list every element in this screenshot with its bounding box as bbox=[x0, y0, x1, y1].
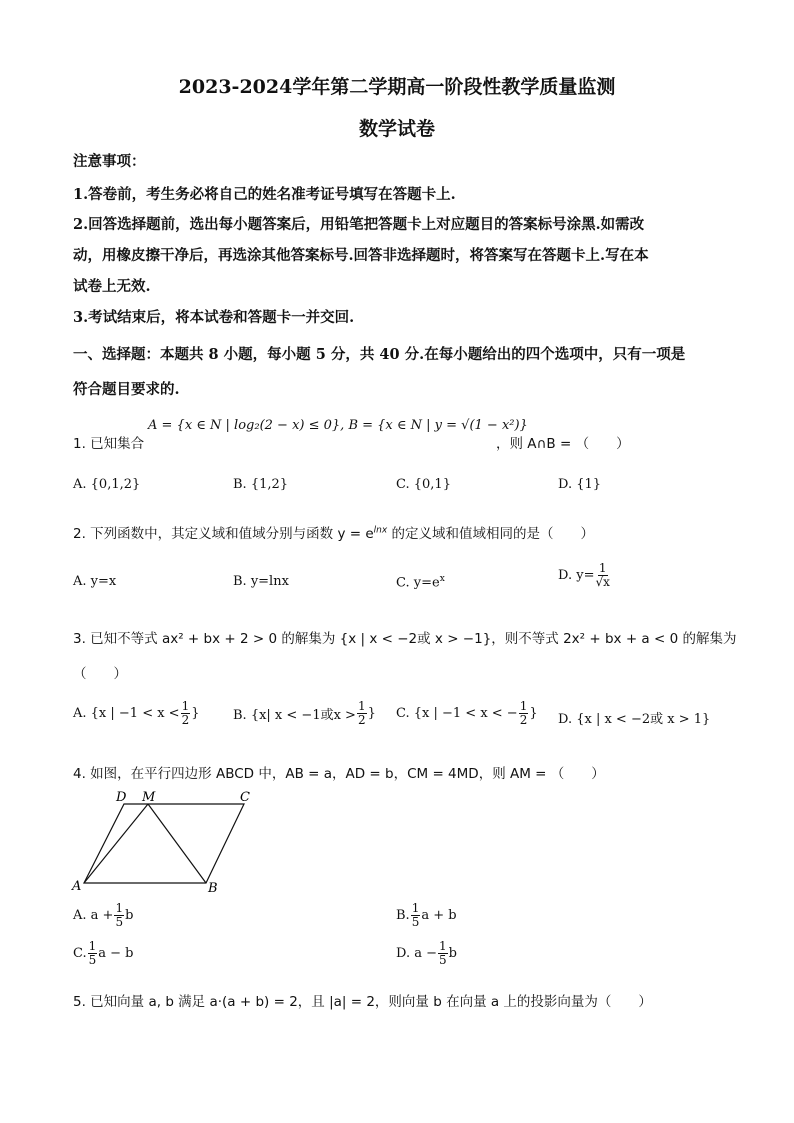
q4-text: 4. 如图，在平行四边形 ABCD 中，AB = a，AD = b，CM = 4MD，则 AM = （ ） bbox=[73, 766, 605, 782]
frac-numerator: 1 bbox=[519, 699, 528, 713]
frac-denominator: 2 bbox=[181, 713, 190, 727]
section-header-line-2: 符合题目要求的. bbox=[73, 381, 180, 398]
frac-denominator: 2 bbox=[357, 713, 366, 727]
frac-numerator: 1 bbox=[598, 561, 607, 575]
q4-option-c-fraction bbox=[88, 940, 98, 967]
frac-numerator: 1 bbox=[439, 939, 447, 953]
section-header-line-1: 一、选择题：本题共 8 小题，每小题 5 分，共 40 分.在每小题给出的四个选项中，只有一项是 bbox=[73, 346, 686, 363]
q3-option-c-fraction bbox=[519, 700, 529, 727]
frac-numerator: 1 bbox=[115, 901, 124, 915]
q4-option-a-pre: A. a + bbox=[73, 908, 114, 923]
q4-option-a[interactable] bbox=[73, 902, 133, 929]
frac-denominator: 5 bbox=[115, 915, 124, 929]
q3-option-a-post: } bbox=[191, 706, 200, 721]
frac-denominator: 5 bbox=[411, 915, 420, 929]
label-b: B bbox=[208, 881, 218, 894]
q3-option-c-post: } bbox=[529, 706, 538, 721]
q4-option-b-pre: B. bbox=[396, 908, 410, 923]
q2-text-end: 的定义域和值域相同的是（ ） bbox=[387, 526, 594, 542]
page-subtitle: 数学试卷 bbox=[358, 118, 435, 140]
q1-option-c[interactable]: C. {0,1} bbox=[396, 477, 451, 492]
q4-option-d-pre: D. a − bbox=[396, 946, 437, 961]
q4-option-d-post: b bbox=[448, 946, 457, 961]
q2-option-a[interactable]: A. y=x bbox=[73, 574, 117, 589]
q1-prefix: 1. 已知集合 bbox=[73, 436, 145, 452]
frac-denominator: 5 bbox=[439, 953, 447, 967]
parallelogram-abcd bbox=[84, 804, 244, 883]
q1-suffix: ，则 A∩B = （ ） bbox=[496, 436, 630, 452]
label-a: A bbox=[72, 879, 82, 894]
label-m: M bbox=[142, 790, 156, 805]
frac-denominator: 2 bbox=[519, 713, 528, 727]
page-title: 2023-2024学年第二学期高一阶段性教学质量监测 bbox=[178, 76, 616, 98]
q4-option-d[interactable] bbox=[396, 940, 457, 967]
frac-numerator: 1 bbox=[357, 699, 366, 713]
q4-option-c-pre: C. bbox=[73, 946, 87, 961]
frac-denominator: 5 bbox=[88, 953, 97, 967]
q2-exponent: lnx bbox=[373, 525, 388, 536]
frac-numerator: 1 bbox=[181, 699, 190, 713]
q3-option-b-pre: B. {x| x < −1或x > bbox=[233, 708, 356, 723]
q2-option-c-exp: x bbox=[439, 574, 445, 584]
q2-option-d[interactable] bbox=[558, 562, 611, 589]
q4-option-b[interactable] bbox=[396, 902, 457, 929]
q3-option-c[interactable] bbox=[396, 700, 538, 727]
note-3: 3.考试结束后，将本试卷和答题卡一并交回. bbox=[73, 309, 355, 326]
q2-option-c-label: C. y=e bbox=[396, 575, 440, 591]
q3-paren: （ ） bbox=[73, 666, 127, 682]
q2-option-b[interactable]: B. y=lnx bbox=[233, 574, 289, 589]
q3-option-b[interactable] bbox=[233, 700, 376, 727]
q3-option-a-pre: A. {x | −1 < x < bbox=[73, 706, 180, 721]
q4-option-d-fraction bbox=[438, 940, 448, 967]
notes-heading: 注意事项： bbox=[73, 153, 146, 170]
segment-bm bbox=[148, 804, 206, 883]
q5-text: 5. 已知向量 a, b 满足 a·(a + b) = 2，且 |a| = 2，则向量 b 在向量 a 上的投影向量为（ ） bbox=[73, 994, 652, 1010]
q1-option-a[interactable]: A. {0,1,2} bbox=[73, 477, 141, 492]
frac-numerator: 1 bbox=[411, 901, 420, 915]
q4-option-a-post: b bbox=[125, 908, 134, 923]
q2-option-d-fraction bbox=[595, 562, 609, 589]
q3-option-a[interactable] bbox=[73, 700, 200, 727]
q2-option-d-label: D. y= bbox=[558, 568, 595, 583]
q2-text bbox=[73, 522, 594, 542]
note-2-line-b: 动，用橡皮擦干净后，再选涂其他答案标号.回答非选择题时，将答案写在答题卡上.写在本 bbox=[73, 247, 649, 264]
q3-option-d[interactable]: D. {x | x < −2或 x > 1} bbox=[558, 712, 711, 727]
frac-denominator: √x bbox=[595, 575, 610, 589]
note-1: 1.答卷前，考生务必将自己的姓名准考证号填写在答题卡上. bbox=[73, 186, 456, 203]
parallelogram-figure bbox=[70, 786, 260, 894]
q1-option-b[interactable]: B. {1,2} bbox=[233, 477, 289, 492]
q3-text: 3. 已知不等式 ax² + bx + 2 > 0 的解集为 {x | x < −2或 x > −1}，则不等式 2x² + bx + a < 0 的解集为 bbox=[73, 631, 737, 647]
q2-option-c[interactable] bbox=[396, 574, 445, 590]
q3-option-c-pre: C. {x | −1 < x < − bbox=[396, 706, 518, 721]
q3-option-b-fraction bbox=[357, 700, 367, 727]
label-d: D bbox=[116, 790, 127, 805]
q2-text-start: 2. 下列函数中，其定义域和值域分别与函数 y = e bbox=[73, 526, 374, 542]
frac-numerator: 1 bbox=[88, 939, 97, 953]
label-c: C bbox=[240, 790, 250, 805]
note-2-line-c: 试卷上无效. bbox=[73, 278, 151, 295]
q4-option-a-fraction bbox=[114, 902, 124, 929]
q3-option-a-fraction bbox=[181, 700, 191, 727]
q1-option-d[interactable]: D. {1} bbox=[558, 477, 602, 492]
segment-am bbox=[84, 804, 148, 883]
note-2-line-a: 2.回答选择题前，选出每小题答案后，用铅笔把答题卡上对应题目的答案标号涂黑.如需改 bbox=[73, 216, 645, 233]
q3-option-b-post: } bbox=[367, 706, 376, 721]
q4-option-b-fraction bbox=[411, 902, 421, 929]
q4-option-c[interactable] bbox=[73, 940, 134, 967]
q4-option-c-post: a − b bbox=[98, 946, 134, 961]
q1-sets: A = {x ∈ N | log₂(2 − x) ≤ 0}, B = {x ∈ N | y = √(1 − x²)} bbox=[148, 418, 528, 433]
q4-option-b-post: a + b bbox=[421, 908, 457, 923]
